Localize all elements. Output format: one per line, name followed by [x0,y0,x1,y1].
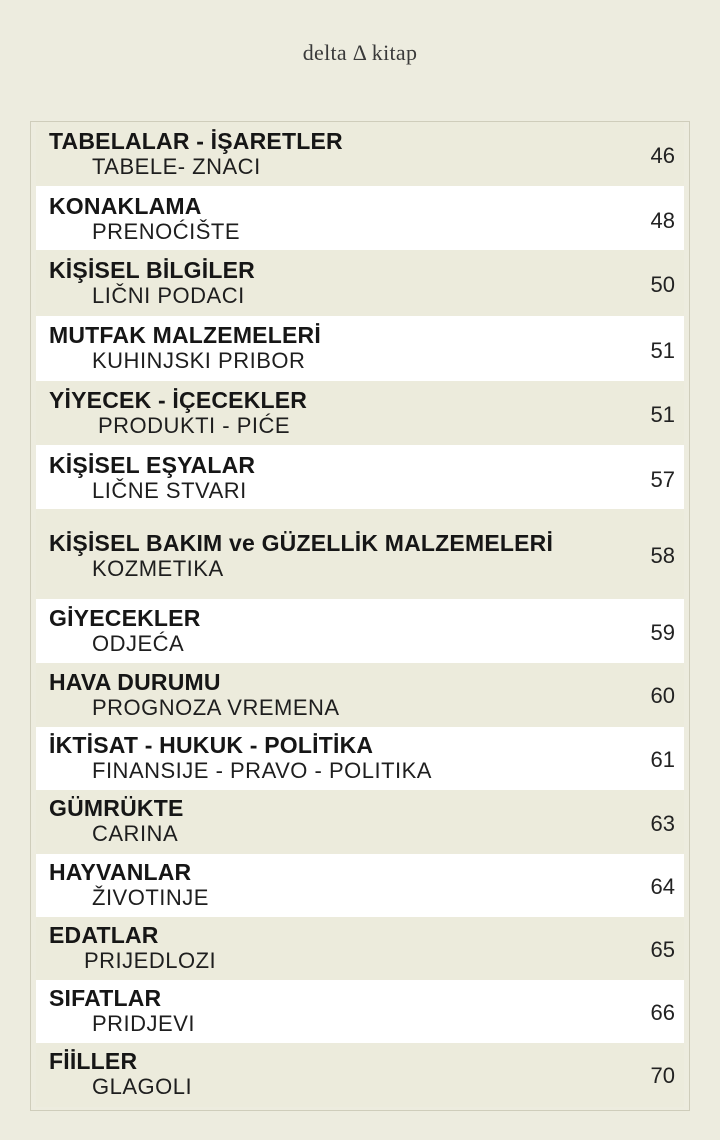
toc-entry-croatian-title: LIČNI PODACI [92,283,245,308]
toc-entry-turkish-title: GÜMRÜKTE [49,795,184,821]
toc-entry-croatian-title: PRIDJEVI [92,1011,196,1036]
publisher-header: delta Δ kitap [302,40,418,65]
toc-entry-turkish-title: EDATLAR [49,922,159,948]
toc-entry-page-number: 46 [650,143,675,168]
toc-entry [36,727,684,790]
toc-entry-turkish-title: FİİLLER [49,1048,138,1074]
toc-entry-page-number: 70 [650,1063,675,1088]
toc-entry [36,445,684,509]
toc-entry-turkish-title: MUTFAK MALZEMELERİ [49,322,321,348]
toc-entry-page-number: 57 [650,467,675,492]
toc-entry-page-number: 51 [650,338,675,363]
toc-entry-croatian-title: PROGNOZA VREMENA [92,695,340,720]
toc-entry [36,980,684,1043]
toc-entry-turkish-title: KİŞİSEL EŞYALAR [49,452,256,478]
toc-entry-turkish-title: SIFATLAR [49,985,162,1011]
toc-entry-turkish-title: TABELALAR - İŞARETLER [49,128,343,154]
toc-entry [36,663,684,727]
toc-entry-turkish-title: GİYECEKLER [49,605,201,631]
toc-entry-page-number: 58 [650,543,675,568]
toc-entry-turkish-title: YİYECEK - İÇECEKLER [49,387,308,413]
toc-entry-turkish-title: İKTİSAT - HUKUK - POLİTİKA [49,732,374,758]
table-of-contents [30,121,690,1111]
toc-entry-croatian-title: TABELE- ZNACI [92,154,261,179]
toc-entry-croatian-title: GLAGOLI [92,1074,193,1099]
toc-entry-croatian-title: ODJEĆA [92,631,185,656]
toc-entry-turkish-title: KONAKLAMA [49,193,202,219]
toc-entry-turkish-title: KİŞİSEL BİLGİLER [49,257,255,283]
toc-entry [36,122,684,186]
toc-entry-page-number: 48 [650,208,675,233]
toc-entry-turkish-title: KİŞİSEL BAKIM ve GÜZELLİK MALZEMELERİ [49,530,554,556]
toc-entry [36,509,684,599]
toc-entry [36,186,684,250]
toc-entry-croatian-title: FINANSIJE - PRAVO - POLITIKA [92,758,432,783]
toc-entry [36,381,684,445]
toc-entry [36,316,684,381]
toc-entry-turkish-title: HAYVANLAR [49,859,192,885]
toc-entry-croatian-title: PRODUKTI - PIĆE [98,413,291,438]
toc-entry-page-number: 64 [650,874,675,899]
toc-entry-page-number: 50 [650,272,675,297]
toc-entry-turkish-title: HAVA DURUMU [49,669,221,695]
toc-entry [36,917,684,980]
toc-entry [36,790,684,854]
toc-entry [36,1043,684,1107]
toc-entry-page-number: 59 [650,620,675,645]
toc-entry-page-number: 66 [650,1000,675,1025]
toc-entry-croatian-title: ŽIVOTINJE [92,885,209,910]
toc-entry-croatian-title: KUHINJSKI PRIBOR [92,348,306,373]
toc-entry-page-number: 60 [650,683,675,708]
toc-entry-croatian-title: KOZMETIKA [92,556,224,581]
toc-entry-croatian-title: LIČNE STVARI [92,478,247,503]
toc-entry [36,599,684,663]
toc-entry-page-number: 51 [650,402,675,427]
toc-entry-croatian-title: PRENOĆIŠTE [92,219,241,244]
toc-entry-page-number: 63 [650,811,675,836]
toc-entry-page-number: 61 [650,747,675,772]
toc-entry-page-number: 65 [650,937,675,962]
toc-entry [36,250,684,316]
toc-entry-croatian-title: CARINA [92,821,179,846]
toc-entry-croatian-title: PRIJEDLOZI [84,948,217,973]
toc-entry [36,854,684,917]
